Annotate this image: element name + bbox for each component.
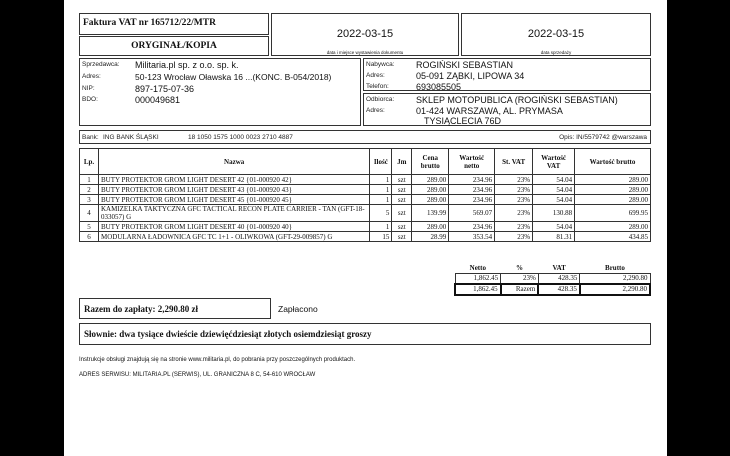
- seller-address-label: Adres:: [82, 73, 101, 80]
- buyer-name: ROGIŃSKI SEBASTIAN: [416, 60, 514, 70]
- seller-address: 50-123 Wrocław Oławska 16 ...(KONC. B-054/2018): [135, 72, 332, 82]
- row-vat-rate: 23%: [495, 205, 533, 222]
- table-row: [80, 205, 651, 222]
- invoice-title: Faktura VAT nr 165712/22/MTR: [83, 18, 216, 28]
- col-qty: Ilość: [370, 149, 392, 175]
- buyer-address-label: Adres:: [366, 72, 385, 79]
- bank-box: [79, 130, 651, 144]
- invoice-title-box: [79, 13, 269, 35]
- col-net: Wartość netto: [449, 149, 495, 175]
- amount-due: Razem do zapłaty: 2,290.80 zł: [84, 304, 198, 314]
- col-gross: Wartość brutto: [575, 149, 651, 175]
- summary-gross: 2,290.80: [580, 274, 650, 285]
- table-row: [80, 232, 651, 242]
- row-gross: 289.00: [575, 195, 651, 205]
- row-name: MODULARNA ŁADOWNICA GFC TC 1+1 - OLIWKOWA (GFT-29-009857) G: [98, 232, 369, 242]
- col-name: Nazwa: [98, 149, 369, 175]
- bank-account: 18 1050 1575 1000 0023 2710 4887: [188, 134, 293, 141]
- row-name: BUTY PROTEKTOR GROM LIGHT DESERT 45 {01-000920 45}: [98, 195, 369, 205]
- recipient-address-label: Adres:: [366, 107, 385, 114]
- row-unit: szt: [392, 222, 412, 232]
- row-gross: 289.00: [575, 222, 651, 232]
- row-price: 289.00: [412, 175, 449, 185]
- row-vat: 54.04: [533, 222, 575, 232]
- row-net: 234.96: [449, 222, 495, 232]
- row-vat-rate: 23%: [495, 232, 533, 242]
- row-vat: 54.04: [533, 175, 575, 185]
- summary-col-net: Netto: [455, 264, 501, 274]
- row-price: 28.99: [412, 232, 449, 242]
- row-price: 139.99: [412, 205, 449, 222]
- copy-box: [79, 36, 269, 56]
- amount-words-box: [79, 323, 651, 345]
- buyer-phone-label: Telefon:: [366, 83, 389, 90]
- seller-nip-label: NIP:: [82, 85, 95, 92]
- sale-date: 2022-03-15: [527, 28, 585, 40]
- summary-total-net: 1,862.45: [455, 284, 501, 295]
- summary-col-vat: VAT: [538, 264, 580, 274]
- row-qty: 5: [370, 205, 392, 222]
- table-row: [80, 222, 651, 232]
- issue-date: 2022-03-15: [336, 28, 394, 40]
- row-qty: 1: [370, 222, 392, 232]
- table-header: [80, 149, 651, 175]
- row-net: 353.54: [449, 232, 495, 242]
- summary-net: 1,862.45: [455, 274, 501, 285]
- row-vat-rate: 23%: [495, 175, 533, 185]
- row-price: 289.00: [412, 222, 449, 232]
- row-name: BUTY PROTEKTOR GROM LIGHT DESERT 43 {01-000920 43}: [98, 185, 369, 195]
- row-lp: 6: [80, 232, 99, 242]
- issue-date-box: [271, 13, 459, 56]
- row-gross: 699.95: [575, 205, 651, 222]
- row-vat: 130.88: [533, 205, 575, 222]
- bank-label: Bank:: [82, 134, 99, 141]
- row-vat-rate: 23%: [495, 195, 533, 205]
- row-qty: 1: [370, 175, 392, 185]
- row-lp: 1: [80, 175, 99, 185]
- row-name: BUTY PROTEKTOR GROM LIGHT DESERT 42 {01-000920 42}: [98, 175, 369, 185]
- summary-total-vat: 428.35: [538, 284, 580, 295]
- payment-status: Zapłacono: [278, 304, 318, 314]
- row-vat: 54.04: [533, 195, 575, 205]
- row-unit: szt: [392, 195, 412, 205]
- summary-col-pct: %: [501, 264, 539, 274]
- sale-date-box: [461, 13, 651, 56]
- seller-nip: 897-175-07-36: [135, 84, 195, 94]
- items-table: [79, 148, 651, 242]
- table-row: [80, 185, 651, 195]
- bank-note: Opis: IN/5579742 @warszawa: [559, 134, 647, 141]
- footer-instructions: Instrukcje obsługi znajdują się na stronie www.militaria.pl, do pobrania przy poszczególnych produktach.: [79, 357, 356, 363]
- summary-pct: 23%: [501, 274, 539, 285]
- row-qty: 1: [370, 185, 392, 195]
- seller-bdo-label: BDO:: [82, 96, 98, 103]
- row-qty: 1: [370, 195, 392, 205]
- recipient-name: SKLEP MOTOPUBLICA (ROGIŃSKI SEBASTIAN): [416, 95, 618, 105]
- summary-row: [455, 274, 650, 285]
- bank-name: ING BANK ŚLĄSKI: [103, 134, 159, 141]
- row-name: KAMIZELKA TAKTYCZNA GFC TACTICAL RECON PLATE CARRIER - TAN (GFT-18-033057) G: [98, 205, 369, 222]
- row-net: 234.96: [449, 195, 495, 205]
- buyer-label: Nabywca:: [366, 61, 395, 68]
- buyer-phone: 693085505: [416, 82, 462, 92]
- col-vat: Wartość VAT: [533, 149, 575, 175]
- row-name: BUTY PROTEKTOR GROM LIGHT DESERT 40 {01-000920 40}: [98, 222, 369, 232]
- row-unit: szt: [392, 185, 412, 195]
- row-price: 289.00: [412, 185, 449, 195]
- amount-in-words: Słownie: dwa tysiące dwieście dziewięćdziesiąt złotych osiemdziesiąt groszy: [84, 329, 372, 339]
- buyer-box: [363, 58, 651, 91]
- row-gross: 289.00: [575, 175, 651, 185]
- row-net: 234.96: [449, 175, 495, 185]
- row-gross: 289.00: [575, 185, 651, 195]
- row-lp: 2: [80, 185, 99, 195]
- row-lp: 4: [80, 205, 99, 222]
- row-unit: szt: [392, 175, 412, 185]
- summary-total-row: [455, 284, 650, 295]
- table-row: [80, 195, 651, 205]
- table-row: [80, 175, 651, 185]
- seller-box: [79, 58, 361, 126]
- col-vat-rate: St. VAT: [495, 149, 533, 175]
- sale-date-caption: data sprzedaży: [540, 50, 572, 55]
- row-vat: 81.31: [533, 232, 575, 242]
- amount-due-box: [79, 298, 271, 319]
- row-qty: 15: [370, 232, 392, 242]
- seller-bdo: 000049681: [135, 95, 181, 105]
- row-lp: 3: [80, 195, 99, 205]
- row-gross: 434.85: [575, 232, 651, 242]
- row-lp: 5: [80, 222, 99, 232]
- summary-header: [455, 264, 650, 274]
- recipient-address-line2: TYSIĄCLECIA 76D: [424, 116, 502, 126]
- row-net: 569.07: [449, 205, 495, 222]
- row-vat-rate: 23%: [495, 185, 533, 195]
- summary-col-gross: Brutto: [580, 264, 650, 274]
- seller-label: Sprzedawca:: [82, 61, 120, 68]
- footer-service-address: ADRES SERWISU: MILITARIA.PL (SERWIS), UL. GRANICZNA 8 C, 54-610 WROCŁAW: [79, 372, 316, 378]
- recipient-box: [363, 93, 651, 126]
- row-unit: szt: [392, 232, 412, 242]
- vat-summary-table: [454, 264, 651, 296]
- buyer-address: 05-091 ZĄBKI, LIPOWA 34: [416, 71, 525, 81]
- issue-date-caption: data i miejsce wystawienia dokumentu: [326, 50, 404, 55]
- col-price: Cena brutto: [412, 149, 449, 175]
- row-net: 234.96: [449, 185, 495, 195]
- row-price: 289.00: [412, 195, 449, 205]
- recipient-label: Odbiorca:: [366, 96, 395, 103]
- summary-vat: 428.35: [538, 274, 580, 285]
- row-vat-rate: 23%: [495, 222, 533, 232]
- row-unit: szt: [392, 205, 412, 222]
- summary-total-label: Razem: [501, 284, 539, 295]
- recipient-address-line1: 01-424 WARSZAWA, AL. PRYMASA: [416, 106, 563, 116]
- invoice-page: [64, 0, 667, 456]
- col-unit: Jm: [392, 149, 412, 175]
- summary-total-gross: 2,290.80: [580, 284, 650, 295]
- seller-name: Militaria.pl sp. z o.o. sp. k.: [135, 60, 239, 70]
- col-lp: Lp.: [80, 149, 99, 175]
- row-vat: 54.04: [533, 185, 575, 195]
- copy-label: ORYGINAŁ/KOPIA: [131, 41, 217, 51]
